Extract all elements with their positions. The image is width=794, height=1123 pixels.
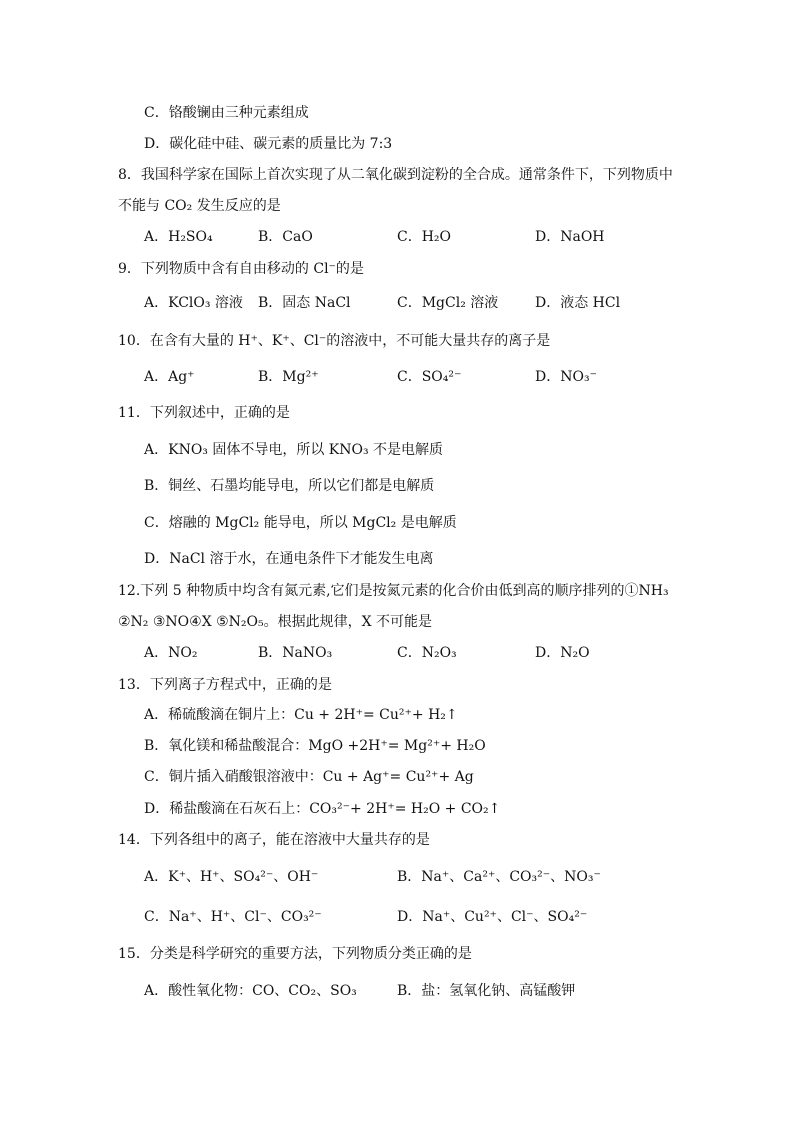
q14-option-a: A．K⁺、H⁺、SO₄²⁻、OH⁻ bbox=[144, 869, 319, 885]
q9-option-a: A．KClO₃ 溶液 bbox=[144, 295, 243, 311]
q14-option-b: B．Na⁺、Ca²⁺、CO₃²⁻、NO₃⁻ bbox=[397, 869, 601, 885]
q9-option-c: C．MgCl₂ 溶液 bbox=[397, 295, 499, 311]
q12-option-b: B．NaNO₃ bbox=[258, 645, 333, 661]
q8-option-d: D．NaOH bbox=[535, 229, 605, 245]
q8-option-c: C．H₂O bbox=[397, 229, 452, 245]
q11-option-c: C．熔融的 MgCl₂ 能导电，所以 MgCl₂ 是电解质 bbox=[144, 515, 457, 531]
q8-option-a: A．H₂SO₄ bbox=[144, 229, 213, 245]
q12-stem-line2: ②N₂ ③NO④X ⑤N₂O₅。根据此规律，X 不可能是 bbox=[118, 614, 433, 630]
q8-stem-line2: 不能与 CO₂ 发生反应的是 bbox=[118, 198, 281, 214]
q10-stem: 10．在含有大量的 H⁺、K⁺、Cl⁻的溶液中，不可能大量共存的离子是 bbox=[118, 333, 551, 349]
q14-option-c: C．Na⁺、H⁺、Cl⁻、CO₃²⁻ bbox=[144, 909, 322, 925]
q10-option-d: D．NO₃⁻ bbox=[535, 369, 597, 385]
q11-stem: 11．下列叙述中，正确的是 bbox=[118, 405, 290, 421]
q13-option-d: D．稀盐酸滴在石灰石上：CO₃²⁻+ 2H⁺= H₂O + CO₂↑ bbox=[144, 801, 501, 817]
q13-option-b: B．氧化镁和稀盐酸混合：MgO +2H⁺= Mg²⁺+ H₂O bbox=[144, 738, 486, 754]
q9-stem: 9．下列物质中含有自由移动的 Cl⁻的是 bbox=[118, 261, 364, 277]
q7-option-d: D．碳化硅中硅、碳元素的质量比为 7:3 bbox=[144, 136, 393, 152]
q14-option-d: D．Na⁺、Cu²⁺、Cl⁻、SO₄²⁻ bbox=[397, 909, 588, 925]
q13-option-a: A．稀硫酸滴在铜片上：Cu + 2H⁺= Cu²⁺+ H₂↑ bbox=[144, 707, 458, 723]
q12-stem-line1: 12.下列 5 种物质中均含有氮元素,它们是按氮元素的化合价由低到高的顺序排列的①NH₃ bbox=[118, 583, 669, 599]
q11-option-d: D．NaCl 溶于水，在通电条件下才能发生电离 bbox=[144, 551, 434, 567]
q11-option-a: A．KNO₃ 固体不导电，所以 KNO₃ 不是电解质 bbox=[144, 442, 444, 458]
q8-option-b: B．CaO bbox=[258, 229, 313, 245]
q9-option-b: B．固态 NaCl bbox=[258, 295, 351, 311]
q10-option-b: B．Mg²⁺ bbox=[258, 369, 319, 385]
q9-option-d: D．液态 HCl bbox=[535, 295, 621, 311]
q12-option-a: A．NO₂ bbox=[144, 645, 198, 661]
q14-stem: 14．下列各组中的离子，能在溶液中大量共存的是 bbox=[118, 832, 430, 848]
q12-option-c: C．N₂O₃ bbox=[397, 645, 457, 661]
q11-option-b: B．铜丝、石墨均能导电，所以它们都是电解质 bbox=[144, 478, 435, 494]
q10-option-c: C．SO₄²⁻ bbox=[397, 369, 462, 385]
q15-stem: 15．分类是科学研究的重要方法，下列物质分类正确的是 bbox=[118, 946, 472, 962]
q7-option-c: C．铬酸镧由三种元素组成 bbox=[144, 105, 309, 121]
q13-option-c: C．铜片插入硝酸银溶液中：Cu + Ag⁺= Cu²⁺+ Ag bbox=[144, 769, 474, 785]
q12-option-d: D．N₂O bbox=[535, 645, 590, 661]
q8-stem-line1: 8．我国科学家在国际上首次实现了从二氧化碳到淀粉的全合成。通常条件下，下列物质中 bbox=[118, 167, 673, 183]
q15-option-a: A．酸性氧化物：CO、CO₂、SO₃ bbox=[144, 983, 357, 999]
q10-option-a: A．Ag⁺ bbox=[144, 369, 195, 385]
q13-stem: 13．下列离子方程式中，正确的是 bbox=[118, 677, 332, 693]
q15-option-b: B．盐：氢氧化钠、高锰酸钾 bbox=[397, 983, 576, 999]
